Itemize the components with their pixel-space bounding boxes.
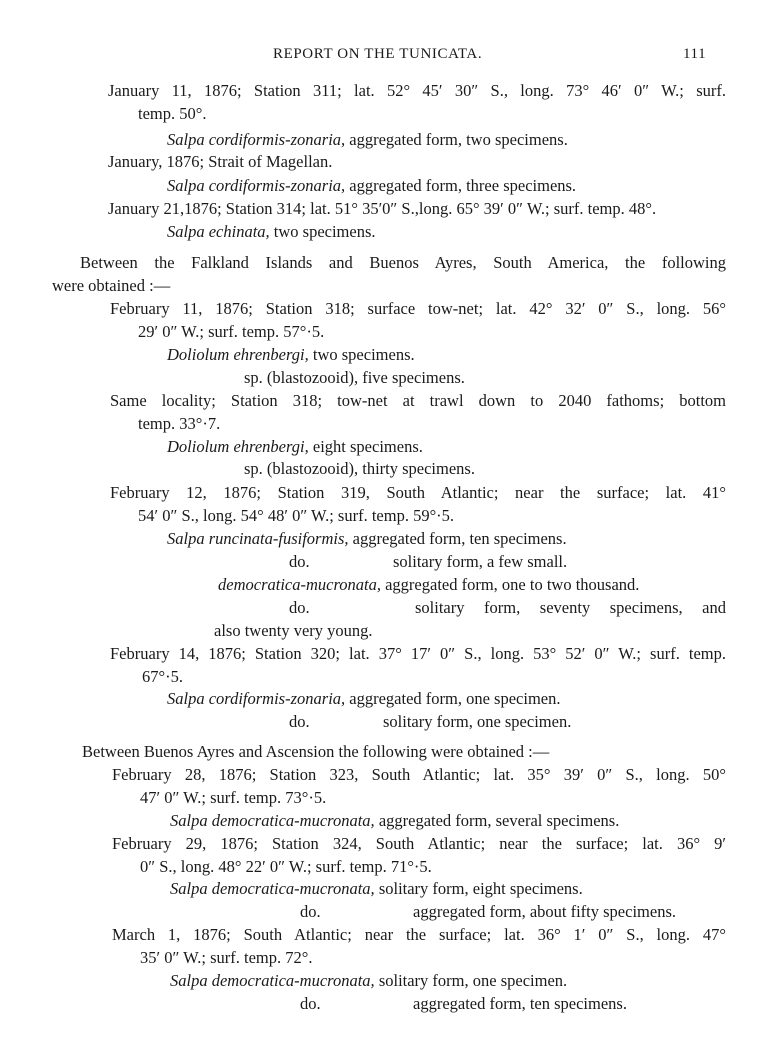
specimen-entry — [167, 345, 415, 365]
species-name: Doliolum ehrenbergi, — [167, 437, 309, 456]
page-number: 111 — [683, 46, 707, 62]
station-318-line: February 11, 1876; Station 318; surface tow-net; lat. 42° 32′ 0″ S., long. 56° — [110, 299, 726, 318]
station-319-coords: 54′ 0″ S., long. 54° 48′ 0″ W.; surf. temp. 59°·5. — [138, 506, 455, 525]
station-320-line: February 14, 1876; Station 320; lat. 37° 17′ 0″ S., long. 53° 52′ 0″ W.; surf. temp. — [110, 644, 726, 663]
station-324-line: February 29, 1876; Station 324, South Atlantic; near the surface; lat. 36° 9′ — [112, 834, 726, 853]
specimen-detail: aggregated form, several specimens. — [374, 811, 620, 830]
march-1-coords: 35′ 0″ W.; surf. temp. 72°. — [140, 948, 313, 967]
ascension-section-intro: Between Buenos Ayres and Ascension the following were obtained :— — [82, 742, 550, 761]
specimen-detail: aggregated form, ten specimens. — [413, 994, 627, 1013]
species-name: Salpa echinata, — [167, 222, 270, 241]
ditto-mark: do. — [289, 712, 310, 731]
specimen-entry — [218, 575, 639, 595]
specimen-detail-cont: also twenty very young. — [214, 621, 373, 640]
specimen-entry — [170, 971, 567, 991]
specimen-detail: solitary form, one specimen. — [383, 712, 572, 731]
specimen-entry — [170, 879, 583, 899]
specimen-detail: eight specimens. — [308, 437, 423, 456]
species-name: Doliolum ehrenbergi, — [167, 345, 309, 364]
species-name: Salpa cordiformis-zonaria, — [167, 130, 346, 149]
ditto-mark: do. — [289, 552, 310, 571]
falkland-section-intro-cont: were obtained :— — [52, 276, 171, 295]
specimen-entry: sp. (blastozooid), thirty specimens. — [244, 459, 475, 478]
station-319-line: February 12, 1876; Station 319, South Atlantic; near the surface; lat. 41° — [110, 483, 726, 502]
station-311-line: January 11, 1876; Station 311; lat. 52° 45′ 30″ S., long. 73° 46′ 0″ W.; surf. — [108, 81, 726, 100]
strait-magellan-line: January, 1876; Strait of Magellan. — [108, 152, 333, 171]
species-name: Salpa democratica-mucronata, — [170, 811, 375, 830]
specimen-detail: aggregated form, three specimens. — [345, 176, 577, 195]
ditto-mark: do. — [300, 902, 321, 921]
species-name: democratica-mucronata, — [218, 575, 381, 594]
station-323-line: February 28, 1876; Station 323, South Atlantic; lat. 35° 39′ 0″ S., long. 50° — [112, 765, 726, 784]
specimen-entry — [167, 437, 423, 457]
station-318-bottom-temp: temp. 33°·7. — [138, 414, 221, 433]
specimen-entry — [167, 689, 561, 709]
species-name: Salpa runcinata-fusiformis, — [167, 529, 349, 548]
specimen-detail: aggregated form, two specimens. — [345, 130, 568, 149]
specimen-entry — [167, 222, 376, 242]
station-324-coords: 0″ S., long. 48° 22′ 0″ W.; surf. temp. 71°·5. — [140, 857, 432, 876]
specimen-detail: solitary form, a few small. — [393, 552, 568, 571]
ditto-mark: do. — [300, 994, 321, 1013]
specimen-entry — [167, 130, 568, 150]
specimen-detail: aggregated form, one specimen. — [345, 689, 561, 708]
station-318-trawl-line: Same locality; Station 318; tow-net at trawl down to 2040 fathoms; bottom — [110, 391, 726, 410]
falkland-section-intro: Between the Falkland Islands and Buenos Ayres, South America, the following — [80, 253, 726, 272]
specimen-detail: two specimens. — [308, 345, 415, 364]
station-323-coords: 47′ 0″ W.; surf. temp. 73°·5. — [140, 788, 327, 807]
station-320-temp: 67°·5. — [142, 667, 183, 686]
specimen-detail: aggregated form, one to two thousand. — [380, 575, 640, 594]
specimen-detail: solitary form, seventy specimens, and — [415, 598, 726, 617]
running-header-title: REPORT ON THE TUNICATA. — [273, 46, 483, 62]
station-311-temp: temp. 50°. — [138, 104, 207, 123]
specimen-detail: solitary form, eight specimens. — [374, 879, 583, 898]
specimen-detail: aggregated form, ten specimens. — [348, 529, 567, 548]
specimen-entry — [167, 176, 576, 196]
specimen-entry — [167, 529, 567, 549]
specimen-detail: solitary form, one specimen. — [374, 971, 568, 990]
specimen-entry: sp. (blastozooid), five specimens. — [244, 368, 465, 387]
species-name: Salpa democratica-mucronata, — [170, 879, 375, 898]
species-name: Salpa democratica-mucronata, — [170, 971, 375, 990]
ditto-mark: do. — [289, 598, 310, 617]
station-314-line: January 21,1876; Station 314; lat. 51° 35′0″ S.,long. 65° 39′ 0″ W.; surf. temp. 48°. — [108, 199, 657, 218]
specimen-detail: aggregated form, about fifty specimens. — [413, 902, 676, 921]
march-1-line: March 1, 1876; South Atlantic; near the surface; lat. 36° 1′ 0″ S., long. 47° — [112, 925, 726, 944]
species-name: Salpa cordiformis-zonaria, — [167, 689, 346, 708]
specimen-detail: two specimens. — [269, 222, 376, 241]
station-318-temp: 29′ 0″ W.; surf. temp. 57°·5. — [138, 322, 325, 341]
species-name: Salpa cordiformis-zonaria, — [167, 176, 346, 195]
specimen-entry — [170, 811, 619, 831]
